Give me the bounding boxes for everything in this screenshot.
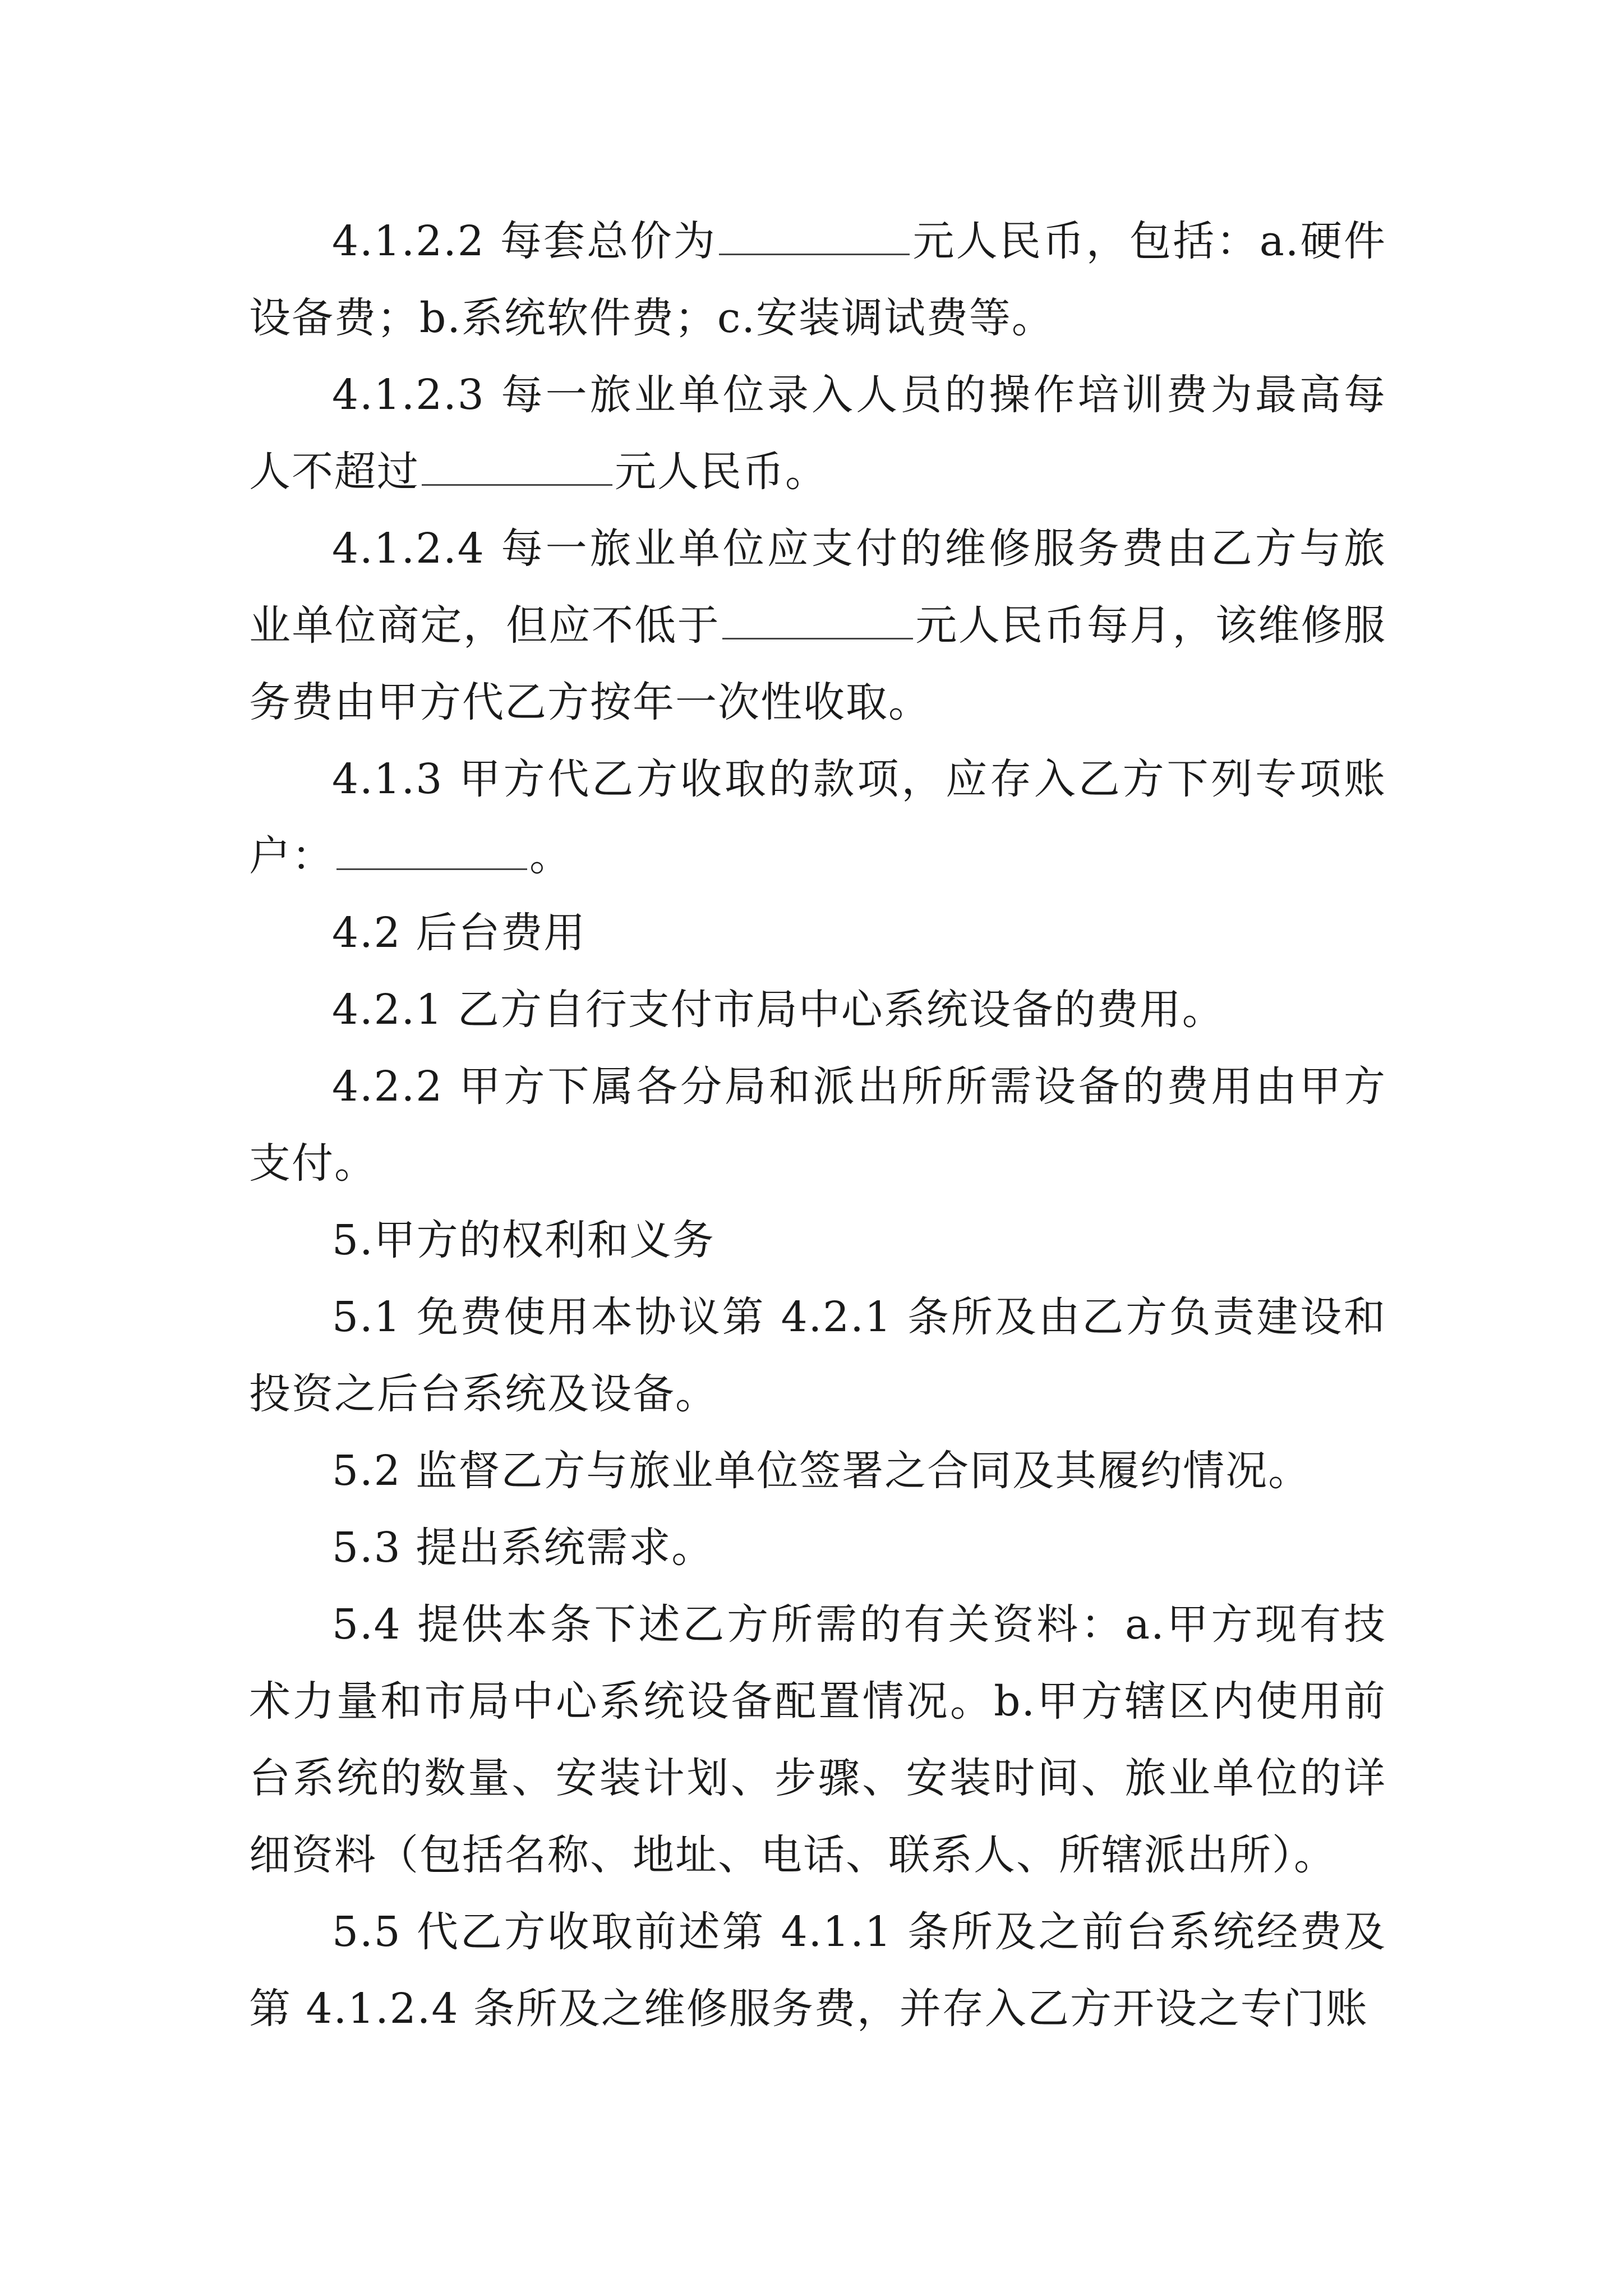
clause-text: 4.1.2.4 每一旅业单位应支付的维修服务费由乙方与旅业单位商定，但应不低于: [249, 524, 1386, 650]
clause-4-1-2-2: [249, 203, 1386, 357]
clause-4-1-2-3: [249, 357, 1386, 510]
clause-text: 。: [529, 832, 572, 880]
clause-4-2-2: 4.2.2 甲方下属各分局和派出所所需设备的费用由甲方支付。: [249, 1062, 1386, 1188]
clause-5-1: 5.1 免费使用本协议第 4.2.1 条所及由乙方负责建设和投资之后台系统及设备。: [249, 1293, 1386, 1418]
section-5-heading: 5.甲方的权利和义务: [332, 1216, 715, 1264]
clause-text: 4.1.2.2 每套总价为: [332, 217, 717, 265]
fill-in-blank: [422, 449, 612, 486]
clause-text: 元人民币，包括：a.硬件设备费；b.系统软件费；c.安装调试费等。: [249, 217, 1386, 342]
clause-text: 4.1.2.3 每一旅业单位录入人员的操作培训费为最高每人不超过: [249, 371, 1386, 496]
document-body: [249, 203, 1386, 2047]
fill-in-blank: [719, 219, 910, 255]
clause-4-1-3: [249, 741, 1386, 895]
clause-5-4: 5.4 提供本条下述乙方所需的有关资料：a.甲方现有技术力量和市局中心系统设备配置情况。b.甲方辖区内使用前台系统的数量、安装计划、步骤、安装时间、旅业单位的详细资料（包括名称、地址、电话、联系人、所辖派出所）。: [249, 1600, 1386, 1879]
clause-4-1-2-4: [249, 510, 1386, 741]
clause-4-2-1: 4.2.1 乙方自行支付市局中心系统设备的费用。: [332, 986, 1225, 1034]
clause-text: 元人民币。: [615, 448, 828, 496]
clause-5-5: 5.5 代乙方收取前述第 4.1.1 条所及之前台系统经费及第 4.1.2.4 条所及之维修服务费，并存入乙方开设之专门账: [249, 1908, 1386, 2033]
clause-text: 4.1.3 甲方代乙方收取的款项，应存入乙方下列专项账户：: [249, 755, 1386, 880]
clause-5-3: 5.3 提出系统需求。: [332, 1524, 714, 1572]
clause-text: 元人民币每月，该维修服务费由甲方代乙方按年一次性收取。: [249, 601, 1386, 726]
clause-4-2-heading: 4.2 后台费用: [332, 909, 587, 957]
clause-5-2: 5.2 监督乙方与旅业单位签署之合同及其履约情况。: [332, 1447, 1311, 1495]
fill-in-blank: [336, 834, 527, 870]
fill-in-blank: [722, 603, 913, 639]
